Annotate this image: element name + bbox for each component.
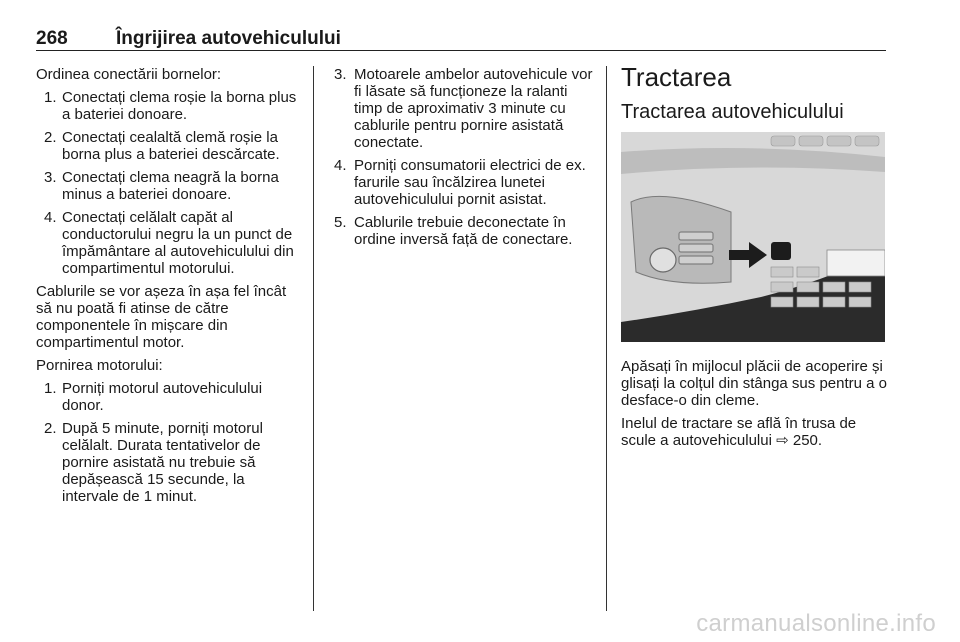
page-header xyxy=(36,4,886,50)
step-number: 1. xyxy=(44,380,57,397)
step-number: 5. xyxy=(334,214,347,231)
step-number: 1. xyxy=(44,89,57,106)
step-number: 3. xyxy=(44,169,57,186)
step-text: Conectați celălalt capăt al conductorului negru la un punct de împământare al autovehiculului din compartimentul motorului. xyxy=(62,209,294,277)
step-number: 2. xyxy=(44,420,57,437)
connection-order-intro: Ordinea conectării bornelor: xyxy=(36,66,222,83)
towing-eye-text: Inelul de tractare se află în trusa de scule a autovehiculului xyxy=(621,415,857,449)
list-item xyxy=(36,89,304,123)
step-text: Cablurile trebuie deconectate în ordine inversă față de conectare. xyxy=(354,214,573,248)
column-divider-1 xyxy=(313,66,314,611)
step-text: Motoarele ambelor autovehicule vor fi lăsate să funcționeze la ralanti timp de aproximativ 3 minute cu cablurile pentru pornire asistată conectate. xyxy=(354,66,593,151)
page-number: 268 xyxy=(36,28,68,49)
step-text: Porniți motorul autovehiculului donor. xyxy=(62,380,263,414)
car-front-bumper-photo xyxy=(621,132,885,342)
list-item xyxy=(334,214,594,248)
engine-start-steps-list xyxy=(36,380,304,505)
step-number: 2. xyxy=(44,129,57,146)
step-text: Conectați clema roșie la borna plus a bateriei donoare. xyxy=(62,89,297,123)
section-title: Tractarea xyxy=(621,62,732,92)
list-item xyxy=(36,380,304,414)
page-reference[interactable]: 250. xyxy=(792,432,823,449)
cover-plate-instruction: Apăsați în mijlocul plăcii de acoperire și glisați la colțul din stânga sus pentru a o desface-o din cleme. xyxy=(621,358,887,409)
engine-start-intro: Pornirea motorului: xyxy=(36,357,163,374)
column-2 xyxy=(334,66,594,254)
towing-eye-location xyxy=(621,415,889,449)
chapter-title: Îngrijirea autovehiculului xyxy=(116,28,341,49)
connection-steps-list xyxy=(36,89,304,277)
column-3 xyxy=(621,62,889,455)
list-item xyxy=(334,66,594,151)
header-divider xyxy=(36,50,886,51)
page-ref-icon: ⇨ xyxy=(776,432,789,449)
step-text: Porniți consumatorii electrici de ex. farurile sau încălzirea lunetei autovehiculului pornit asistat. xyxy=(354,157,586,208)
step-text: Conectați clema neagră la borna minus a bateriei donoare. xyxy=(62,169,279,203)
column-1 xyxy=(36,66,304,511)
step-number: 4. xyxy=(334,157,347,174)
watermark: carmanualsonline.info xyxy=(696,610,936,637)
list-item xyxy=(36,129,304,163)
step-number: 4. xyxy=(44,209,57,226)
step-text: Conectați cealaltă clemă roșie la borna plus a bateriei descărcate. xyxy=(62,129,280,163)
continued-steps-list xyxy=(334,66,594,248)
section-subtitle: Tractarea autovehiculului xyxy=(621,101,844,123)
cable-note: Cablurile se vor așeza în așa fel încât să nu poată fi atinse de către componentele în mișcare din compartimentul motor. xyxy=(36,283,287,351)
list-item xyxy=(36,209,304,277)
list-item xyxy=(36,420,304,505)
list-item xyxy=(36,169,304,203)
list-item xyxy=(334,157,594,208)
column-divider-2 xyxy=(606,66,607,611)
step-number: 3. xyxy=(334,66,347,83)
step-text: După 5 minute, porniți motorul celălalt. Durata tentativelor de pornire asistată nu trebuie să depășească 15 secunde, la intervale de 1 minut. xyxy=(62,420,263,505)
